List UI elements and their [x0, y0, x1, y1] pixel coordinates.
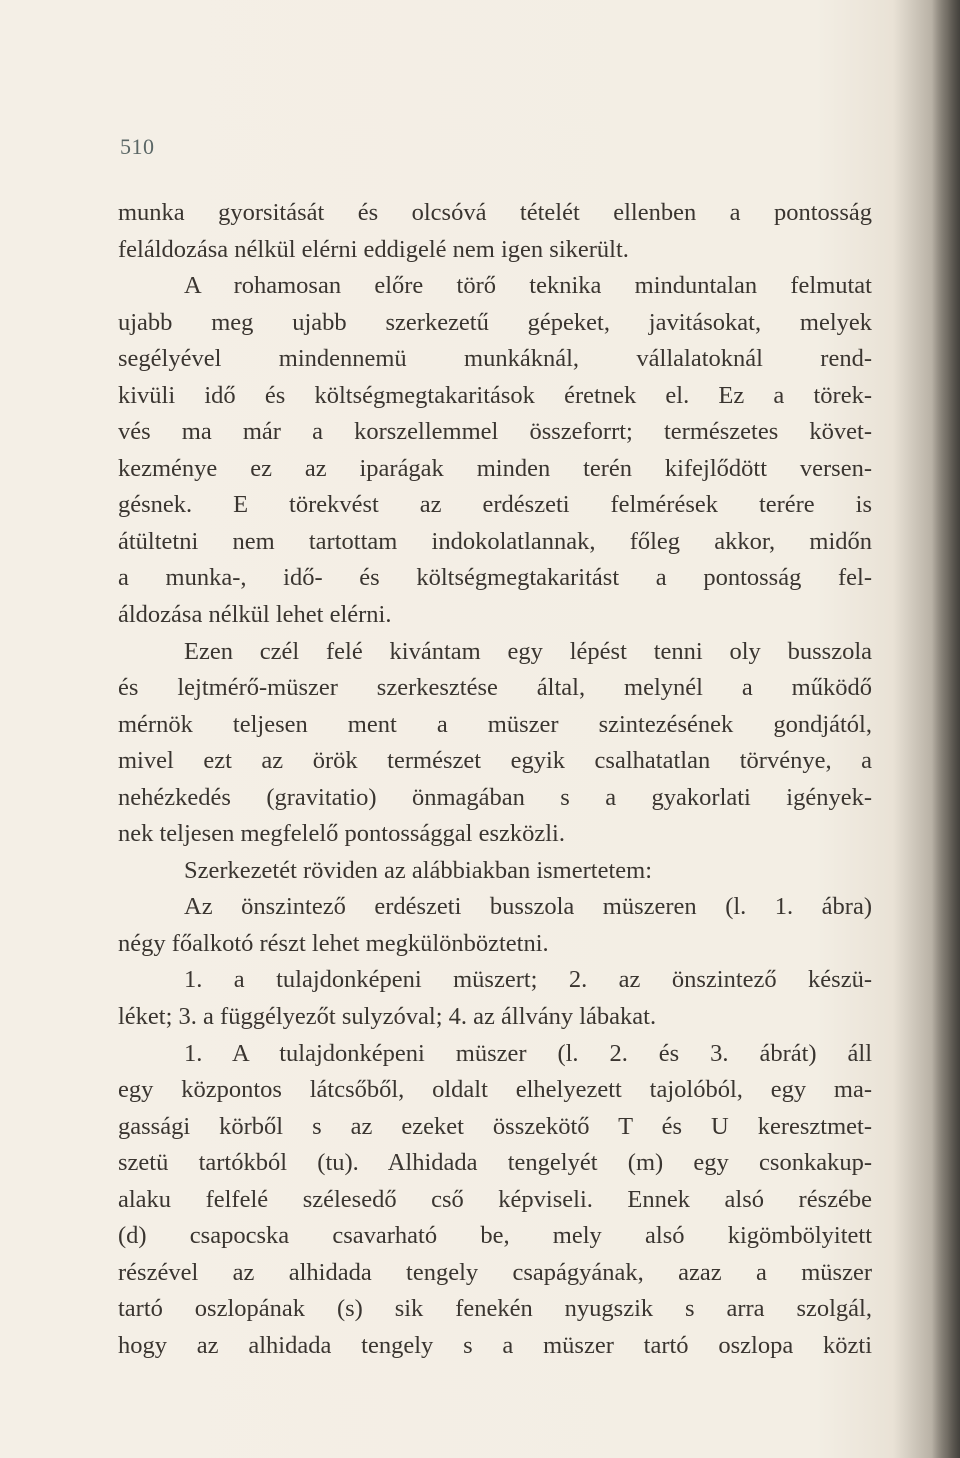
text-line: négy főalkotó részt lehet megkülönböztetni. — [118, 929, 549, 957]
text-line: egy központos látcsőből, oldalt elhelyezett tajolóból, egy ma- — [118, 1076, 872, 1104]
text-line: 1. a tulajdonképeni müszert; 2. az önszintező készü- — [184, 966, 872, 994]
text-line: kivüli idő és költségmegtakaritások éretnek el. Ez a törek- — [118, 381, 872, 409]
text-line: és lejtmérő-müszer szerkesztése által, melynél a működő — [118, 674, 872, 702]
text-line: kezménye ez az iparágak minden terén kifejlődött versen- — [118, 454, 872, 482]
text-line: szetü tartókból (tu). Alhidada tengelyét (m) egy csonkakup- — [118, 1149, 872, 1177]
text-line: A rohamosan előre törő teknika minduntalan felmutat — [184, 272, 872, 300]
body-text — [118, 195, 872, 1365]
text-line: (d) csapocska csavarható be, mely alsó kigömbölyitett — [118, 1222, 872, 1250]
text-line: tartó oszlopának (s) sik fenekén nyugszik s arra szolgál, — [118, 1295, 872, 1323]
text-line: alaku felfelé szélesedő cső képviseli. Ennek alsó részébe — [118, 1185, 872, 1213]
page-number: 510 — [120, 134, 155, 159]
text-line: nek teljesen megfelelő pontossággal eszközli. — [118, 820, 565, 848]
text-line: a munka-, idő- és költségmegtakaritást a pontosság fel- — [118, 564, 872, 592]
text-line: Az önszintező erdészeti busszola müszeren (l. 1. ábra) — [184, 893, 872, 921]
text-line: mivel ezt az örök természet egyik csalhatatlan törvénye, a — [118, 747, 872, 775]
text-line: 1. A tulajdonképeni müszer (l. 2. és 3. ábrát) áll — [184, 1039, 872, 1067]
page-binding-shadow — [932, 0, 960, 1458]
text-line: átültetni nem tartottam indokolatlannak, főleg akkor, midőn — [118, 527, 872, 555]
text-line: áldozása nélkül lehet elérni. — [118, 601, 392, 629]
text-line: ujabb meg ujabb szerkezetű gépeket, javitásokat, melyek — [118, 308, 872, 336]
text-line: mérnök teljesen ment a müszer szintezésének gondjától, — [118, 710, 872, 738]
text-line: segélyével mindennemü munkáknál, vállalatoknál rend- — [118, 345, 872, 373]
text-line: gassági körből s az ezeket összekötő T és U keresztmet- — [118, 1112, 872, 1140]
text-line: Szerkezetét röviden az alábbiakban ismertetem: — [184, 856, 653, 884]
text-line: feláldozása nélkül elérni eddigelé nem igen sikerült. — [118, 235, 629, 263]
text-line: hogy az alhidada tengely s a müszer tartó oszlopa közti — [118, 1331, 872, 1359]
text-line: nehézkedés (gravitatio) önmagában s a gyakorlati igények- — [118, 783, 872, 811]
text-line: vés ma már a korszellemmel összeforrt; természetes követ- — [118, 418, 872, 446]
text-line: munka gyorsitását és olcsóvá tételét ellenben a pontosság — [118, 199, 872, 226]
text-line: Ezen czél felé kivántam egy lépést tenni oly busszola — [184, 637, 872, 665]
text-line: léket; 3. a függélyezőt sulyzóval; 4. az állvány lábakat. — [118, 1003, 657, 1031]
text-line: gésnek. E törekvést az erdészeti felmérések terére is — [118, 491, 872, 519]
text-line: részével az alhidada tengely csapágyának, azaz a müszer — [118, 1258, 872, 1286]
